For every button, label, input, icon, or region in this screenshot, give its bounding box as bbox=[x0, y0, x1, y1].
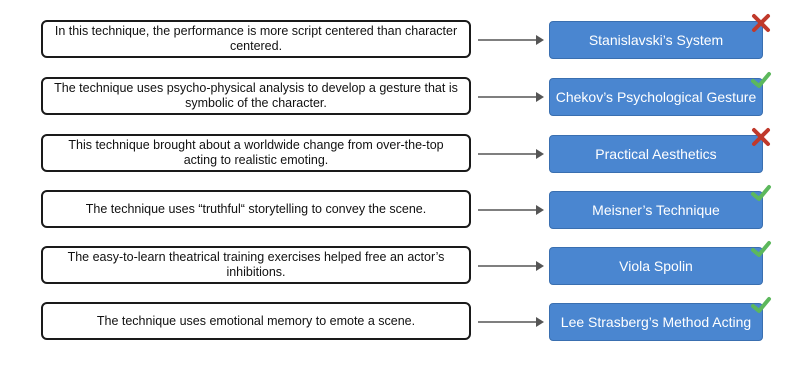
match-row bbox=[0, 246, 800, 290]
arrow-icon bbox=[478, 89, 544, 105]
incorrect-x-icon bbox=[750, 126, 772, 148]
answer-label: Chekov’s Psychological Gesture bbox=[555, 89, 757, 105]
description-text: This technique brought about a worldwide change from over-the-top acting to realistic emoting. bbox=[68, 138, 444, 167]
arrow-icon bbox=[478, 258, 544, 274]
description-text: In this technique, the performance is more script centered than character centered. bbox=[54, 24, 458, 53]
answer-box[interactable] bbox=[549, 135, 763, 173]
match-row bbox=[0, 302, 800, 346]
description-box bbox=[41, 20, 471, 58]
answer-label: Lee Strasberg’s Method Acting bbox=[560, 314, 752, 330]
answer-box[interactable] bbox=[549, 191, 763, 229]
correct-check-icon bbox=[750, 238, 772, 260]
description-box bbox=[41, 134, 471, 172]
arrow-icon bbox=[478, 146, 544, 162]
description-text: The technique uses emotional memory to emote a scene. bbox=[96, 313, 416, 328]
arrow-icon bbox=[478, 32, 544, 48]
answer-box[interactable] bbox=[549, 303, 763, 341]
answer-box[interactable] bbox=[549, 247, 763, 285]
answer-label: Viola Spolin bbox=[619, 258, 693, 274]
answer-label: Stanislavski’s System bbox=[588, 32, 724, 48]
description-box bbox=[41, 246, 471, 284]
match-row bbox=[0, 20, 800, 64]
arrow-icon bbox=[478, 202, 544, 218]
correct-check-icon bbox=[750, 182, 772, 204]
match-row bbox=[0, 134, 800, 178]
answer-box[interactable] bbox=[549, 78, 763, 116]
description-text: The easy-to-learn theatrical training exercises helped free an actor’s inhibitions. bbox=[67, 250, 445, 279]
answer-label: Practical Aesthetics bbox=[595, 146, 717, 162]
match-row bbox=[0, 190, 800, 234]
description-box bbox=[41, 302, 471, 340]
answer-label: Meisner’s Technique bbox=[592, 202, 720, 218]
description-box bbox=[41, 190, 471, 228]
correct-check-icon bbox=[750, 294, 772, 316]
description-text: The technique uses “truthful“ storytelling to convey the scene. bbox=[85, 201, 427, 216]
incorrect-x-icon bbox=[750, 12, 772, 34]
match-row bbox=[0, 77, 800, 121]
description-box bbox=[41, 77, 471, 115]
answer-box[interactable] bbox=[549, 21, 763, 59]
arrow-icon bbox=[478, 314, 544, 330]
correct-check-icon bbox=[750, 69, 772, 91]
description-text: The technique uses psycho-physical analysis to develop a gesture that is symbolic of the character. bbox=[54, 81, 458, 110]
